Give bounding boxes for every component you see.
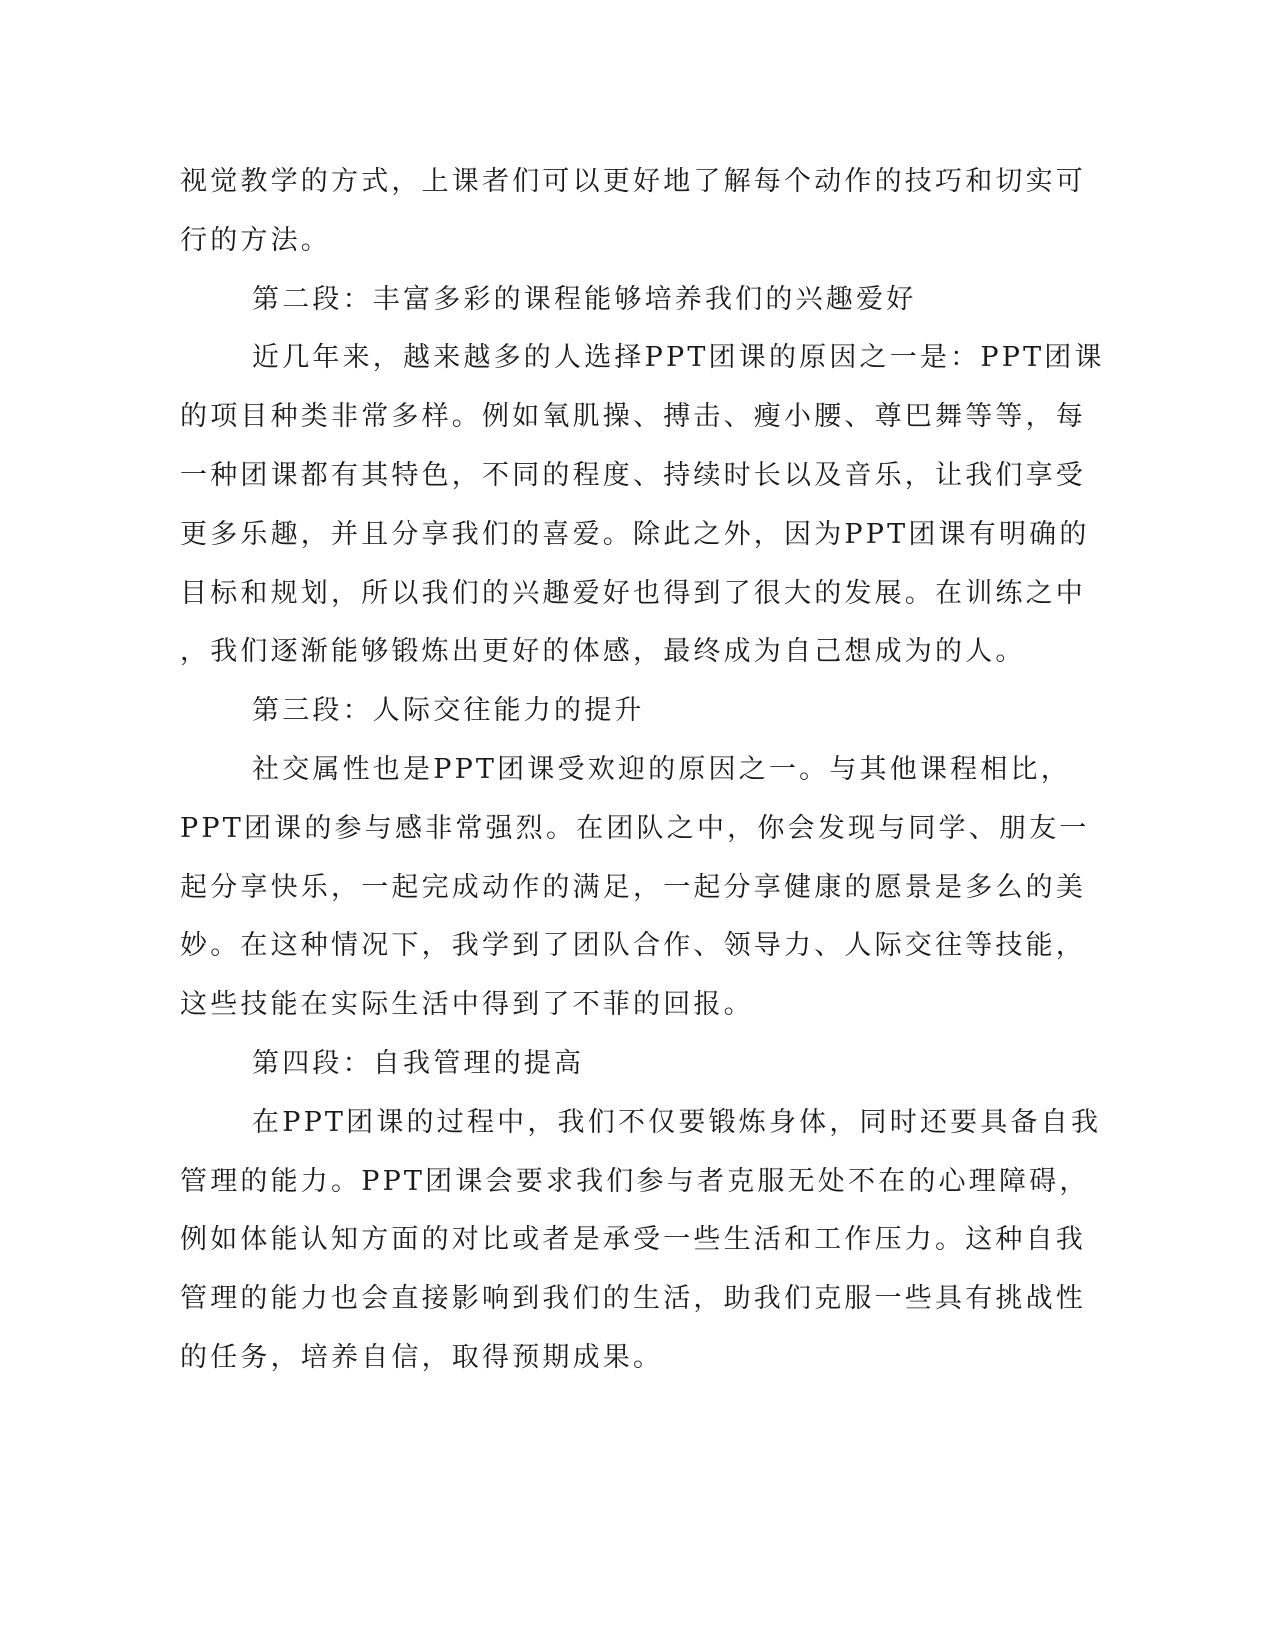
- text-line: PPT团课的参与感非常强烈。在团队之中，你会发现与同学、朋友一: [180, 812, 1090, 844]
- text-line: 这些技能在实际生活中得到了不菲的回报。: [180, 989, 754, 1021]
- text-line: ，我们逐渐能够锻炼出更好的体感，最终成为自己想成为的人。: [180, 636, 1026, 668]
- text-line: 一种团课都有其特色，不同的程度、持续时长以及音乐，让我们享受: [180, 459, 1086, 491]
- text-line: 管理的能力也会直接影响到我们的生活，助我们克服一些具有挑战性: [180, 1283, 1086, 1315]
- text-line: 目标和规划，所以我们的兴趣爱好也得到了很大的发展。在训练之中: [180, 577, 1086, 609]
- text-line: 管理的能力。PPT团课会要求我们参与者克服无处不在的心理障碍，: [180, 1165, 1090, 1197]
- text-line: 社交属性也是PPT团课受欢迎的原因之一。与其他课程相比，: [252, 753, 1071, 785]
- text-line: 更多乐趣，并且分享我们的喜爱。除此之外，因为PPT团课有明确的: [180, 518, 1090, 550]
- text-line: 在PPT团课的过程中，我们不仅要锻炼身体，同时还要具备自我: [252, 1106, 1102, 1138]
- text-line: 例如体能认知方面的对比或者是承受一些生活和工作压力。这种自我: [180, 1224, 1086, 1256]
- section-heading-4: 第四段：自我管理的提高: [252, 1047, 585, 1079]
- document-body: [180, 160, 1105, 1395]
- text-line: 行的方法。: [180, 224, 331, 256]
- text-line: 起分享快乐，一起完成动作的满足，一起分享健康的愿景是多么的美: [180, 871, 1086, 903]
- text-line: 妙。在这种情况下，我学到了团队合作、领导力、人际交往等技能，: [180, 930, 1086, 962]
- section-heading-3: 第三段：人际交往能力的提升: [252, 695, 645, 727]
- text-line: 的项目种类非常多样。例如氧肌操、搏击、瘦小腰、尊巴舞等等，每: [180, 401, 1086, 433]
- text-line: 近几年来，越来越多的人选择PPT团课的原因之一是：PPT团课: [252, 342, 1105, 374]
- text-line: 的任务，培养自信，取得预期成果。: [180, 1341, 664, 1373]
- section-heading-2: 第二段：丰富多彩的课程能够培养我们的兴趣爱好: [252, 283, 917, 315]
- text-line: 视觉教学的方式，上课者们可以更好地了解每个动作的技巧和切实可: [180, 166, 1086, 197]
